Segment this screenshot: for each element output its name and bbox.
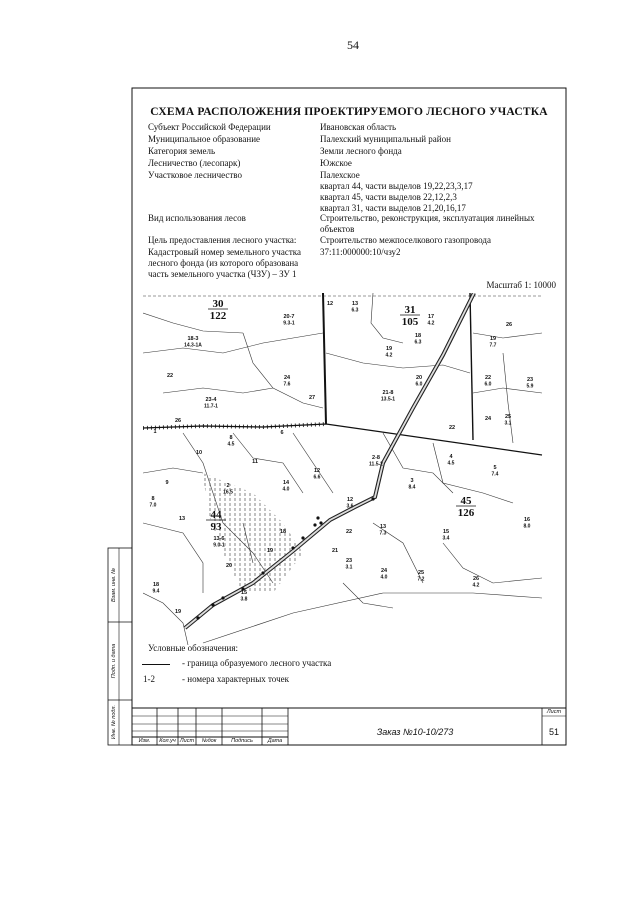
stand-area: 4.5 — [447, 460, 455, 467]
stand-number: 8 — [229, 435, 233, 441]
stand-label — [241, 590, 248, 603]
stand-area: 7.4 — [491, 471, 499, 478]
stand-label — [386, 346, 393, 359]
stand-area: 4.0 — [282, 486, 290, 493]
stand-area: 4.0 — [380, 574, 388, 581]
stand-number: 21 — [331, 548, 339, 554]
stand-area: 3.1 — [504, 420, 512, 427]
stamp-col-date: Дата — [267, 738, 283, 744]
quarter-label — [400, 304, 420, 328]
stand-area: 3.6 — [346, 503, 354, 510]
stamp-col-count: Кол.уч — [159, 738, 176, 744]
stand-area: 4.5 — [227, 441, 235, 448]
page-number: 54 — [347, 38, 359, 52]
stand-area: 3.1 — [345, 564, 353, 571]
district-forestry-value: Палехское — [320, 170, 360, 180]
stand-number: 13-6 — [213, 536, 225, 542]
quarter-label — [456, 495, 476, 519]
purpose-label: Цель предоставления лесного участка: — [148, 235, 297, 245]
stand-number: 22 — [345, 529, 353, 535]
stand-number: 5 — [493, 465, 497, 471]
stand-area: 7.2 — [417, 576, 425, 583]
municipality-value: Палехский муниципальный район — [320, 134, 451, 144]
quarter-area: 93 — [210, 521, 222, 533]
subject-label: Субъект Российской Федерации — [148, 122, 271, 132]
stand-area: 4.2 — [472, 582, 480, 589]
stand-number: 18-3 — [187, 336, 199, 342]
stand-number: 15 — [240, 590, 248, 596]
stand-area: 3.4 — [442, 535, 450, 542]
stand-label — [380, 524, 387, 537]
stand-area: 5.9 — [526, 383, 534, 390]
order-number: Заказ №10-10/273 — [376, 727, 454, 737]
stand-label — [204, 397, 218, 410]
stand-area: 7.6 — [283, 381, 291, 388]
stand-number: 16 — [523, 517, 531, 523]
stand-label — [369, 455, 383, 468]
stand-number: 22 — [448, 425, 456, 431]
stand-label — [267, 548, 273, 554]
stand-label — [175, 418, 181, 424]
quarter-boundaries — [143, 293, 542, 455]
quarter-area: 126 — [457, 507, 475, 519]
stand-label — [346, 529, 352, 535]
stand-area: 6.6 — [313, 474, 321, 481]
stand-label — [327, 301, 333, 307]
stand-area: 13.5-1 — [380, 396, 396, 403]
stand-area: 9.4 — [152, 588, 160, 595]
stand-label — [332, 548, 338, 554]
stand-label — [505, 414, 512, 427]
stand-label — [280, 529, 286, 535]
stand-number: 26 — [174, 418, 182, 424]
stand-number: 21-8 — [382, 390, 394, 396]
stand-area: 4.2 — [385, 352, 393, 359]
purpose-value: Строительство межпоселкового газопровода — [320, 235, 491, 245]
side-label-replacement: Взам. инв. № — [111, 567, 117, 603]
stand-label — [252, 459, 258, 465]
stand-number: 1 — [153, 429, 157, 435]
document-title: СХЕМА РАСПОЛОЖЕНИЯ ПРОЕКТИРУЕМОГО ЛЕСНОГО УЧАСТКА — [150, 106, 548, 118]
map-scale: Масштаб 1: 10000 — [486, 280, 556, 290]
legend-heading: Условные обозначения: — [148, 643, 239, 653]
stand-number: 14 — [282, 480, 290, 486]
gas-pipeline-corridor — [185, 293, 474, 628]
forest-use-value: объектов — [320, 224, 355, 234]
side-label-inventory: Инв. № подл. — [111, 704, 117, 740]
legend-points-text: - номера характерных точек — [182, 674, 289, 684]
stand-label — [150, 496, 157, 509]
stand-area: 8.4 — [408, 484, 416, 491]
stand-label — [443, 529, 450, 542]
municipality-label: Муниципальное образование — [148, 134, 261, 144]
stand-label — [347, 497, 354, 510]
stand-number: 19 — [174, 609, 182, 615]
stamp-col-sheet: Лист — [179, 738, 195, 744]
stand-label — [449, 425, 455, 431]
quarter-label — [208, 298, 228, 322]
land-category-value: Земли лесного фонда — [320, 146, 402, 156]
stand-boundaries — [143, 293, 543, 645]
stand-number: 19 — [266, 548, 274, 554]
stand-number: 20 — [415, 375, 423, 381]
stand-number: 22 — [484, 375, 492, 381]
stand-label — [280, 430, 283, 436]
quarter-part: квартал 44, части выделов 19,22,23,3,17 — [320, 181, 473, 191]
stand-area: 7.0 — [149, 502, 157, 509]
stand-label — [346, 558, 353, 571]
stand-number: 2 — [226, 483, 230, 489]
stand-area: 16.5 — [223, 489, 233, 496]
district-forestry-label: Участковое лесничество — [148, 170, 242, 180]
stand-label — [428, 314, 435, 327]
stand-area: 3.8 — [240, 596, 248, 603]
stand-label — [314, 468, 321, 481]
stand-label — [485, 416, 492, 422]
forest-map — [143, 293, 543, 645]
stand-label — [213, 536, 225, 549]
stand-label — [165, 480, 168, 486]
stand-number: 18 — [152, 582, 160, 588]
map-labels — [150, 298, 534, 615]
stand-number: 20 — [225, 563, 233, 569]
stand-number: 19 — [385, 346, 393, 352]
forest-use-label: Вид использования лесов — [148, 213, 246, 223]
stand-area: 6.3 — [351, 307, 359, 314]
quarter-number: 45 — [460, 495, 472, 507]
cadastral-label: Кадастровый номер земельного участка — [148, 247, 301, 257]
stand-number: 24 — [380, 568, 388, 574]
stand-label — [527, 377, 534, 390]
stand-label — [506, 322, 512, 328]
stand-number: 27 — [308, 395, 316, 401]
stand-area: 11.7-1 — [204, 403, 218, 410]
stand-area: 14.3-1А — [184, 342, 202, 349]
forest-use-value: Строительство, реконструкция, эксплуатация линейных — [320, 213, 535, 223]
land-category-label: Категория земель — [148, 146, 216, 156]
stand-area: 8.0 — [523, 523, 531, 530]
stand-label — [196, 450, 202, 456]
stand-number: 24 — [283, 375, 291, 381]
quarter-part: квартал 45, части выделов 22,12,2,3 — [320, 192, 457, 202]
stand-label — [309, 395, 315, 401]
stand-number: 6 — [280, 430, 284, 436]
quarter-number: 44 — [210, 509, 222, 521]
stand-number: 10 — [195, 450, 203, 456]
stand-label — [416, 375, 423, 388]
stand-label — [284, 375, 291, 388]
stand-number: 13 — [351, 301, 359, 307]
stand-number: 23 — [345, 558, 353, 564]
stand-number: 20-7 — [283, 314, 295, 320]
stand-number: 18 — [414, 333, 422, 339]
sheet-label: Лист — [546, 709, 562, 715]
stand-label — [473, 576, 480, 589]
stand-area: 4.2 — [427, 320, 435, 327]
stand-label — [448, 454, 455, 467]
stand-area: 6.0 — [415, 381, 423, 388]
stand-label — [524, 517, 531, 530]
stand-label — [409, 478, 416, 491]
stand-number: 8 — [151, 496, 155, 502]
stand-number: 3 — [410, 478, 414, 484]
stand-number: 26 — [505, 322, 513, 328]
stand-number: 25 — [504, 414, 512, 420]
stand-label — [418, 570, 425, 583]
stamp-col-doc: №док — [201, 738, 217, 744]
stand-area: 9.0-1 — [213, 542, 225, 549]
stamp-col-change: Изм. — [138, 738, 151, 744]
stand-number: 4 — [449, 454, 453, 460]
stand-label — [283, 314, 295, 327]
stand-label — [352, 301, 359, 314]
stand-label — [381, 568, 388, 581]
stand-number: 17 — [427, 314, 435, 320]
stand-label — [179, 516, 185, 522]
stamp-col-signature: Подпись — [231, 738, 253, 744]
stand-label — [226, 563, 232, 569]
stand-area: 11.5-2 — [369, 461, 383, 468]
stand-label — [153, 582, 160, 595]
stand-number: 2-8 — [372, 455, 380, 461]
stand-number: 26 — [472, 576, 480, 582]
subject-value: Ивановская область — [320, 122, 397, 132]
stand-area: 7.3 — [379, 530, 387, 537]
stand-number: 11 — [252, 459, 258, 465]
stand-number: 23 — [526, 377, 534, 383]
stand-number: 25 — [417, 570, 425, 576]
quarter-part: квартал 31, части выделов 21,20,16,17 — [320, 203, 466, 213]
stand-label — [492, 465, 499, 478]
stand-number: 13 — [178, 516, 186, 522]
cadastral-label: часть земельного участка (ЧЗУ) – ЗУ 1 — [148, 269, 297, 279]
stand-label — [175, 609, 181, 615]
stand-area: 6.3 — [414, 339, 422, 346]
stand-number: 15 — [442, 529, 450, 535]
forestry-label: Лесничество (лесопарк) — [148, 158, 241, 168]
forestry-value: Южское — [320, 158, 352, 168]
stand-number: 12 — [326, 301, 334, 307]
stand-number: 13 — [379, 524, 387, 530]
legend-points-symbol: 1-2 — [143, 674, 155, 684]
stand-number: 19 — [489, 336, 497, 342]
stand-label — [485, 375, 492, 388]
stand-number: 12 — [346, 497, 354, 503]
quarter-area: 105 — [401, 316, 419, 328]
stand-label — [490, 336, 497, 349]
legend-boundary-text: - граница образуемого лесного участка — [182, 658, 332, 668]
stand-label — [228, 435, 235, 448]
stand-number: 22 — [166, 373, 174, 379]
stand-number: 9 — [165, 480, 169, 486]
stand-label — [153, 429, 156, 435]
stand-area: 9.3-1 — [283, 320, 295, 327]
cadastral-label: лесного фонда (из которого образована — [148, 258, 299, 268]
cadastral-value: 37:11:000000:10/чзу2 — [320, 247, 401, 257]
stand-area: 6.0 — [484, 381, 492, 388]
side-label-signature: Подп. и дата — [111, 643, 117, 679]
stand-label — [283, 480, 290, 493]
sheet-number: 51 — [548, 727, 559, 737]
stand-number: 23-4 — [205, 397, 217, 403]
stand-number: 12 — [313, 468, 321, 474]
quarter-number: 30 — [212, 298, 224, 310]
quarter-number: 31 — [404, 304, 416, 316]
quarter-area: 122 — [209, 310, 227, 322]
stand-label — [167, 373, 173, 379]
stand-area: 7.7 — [489, 342, 497, 349]
stand-number: 18 — [279, 529, 287, 535]
stand-label — [415, 333, 422, 346]
boundary-line-symbol — [142, 664, 170, 665]
stand-label — [184, 336, 202, 349]
stand-label — [381, 390, 395, 403]
stand-number: 24 — [484, 416, 492, 422]
